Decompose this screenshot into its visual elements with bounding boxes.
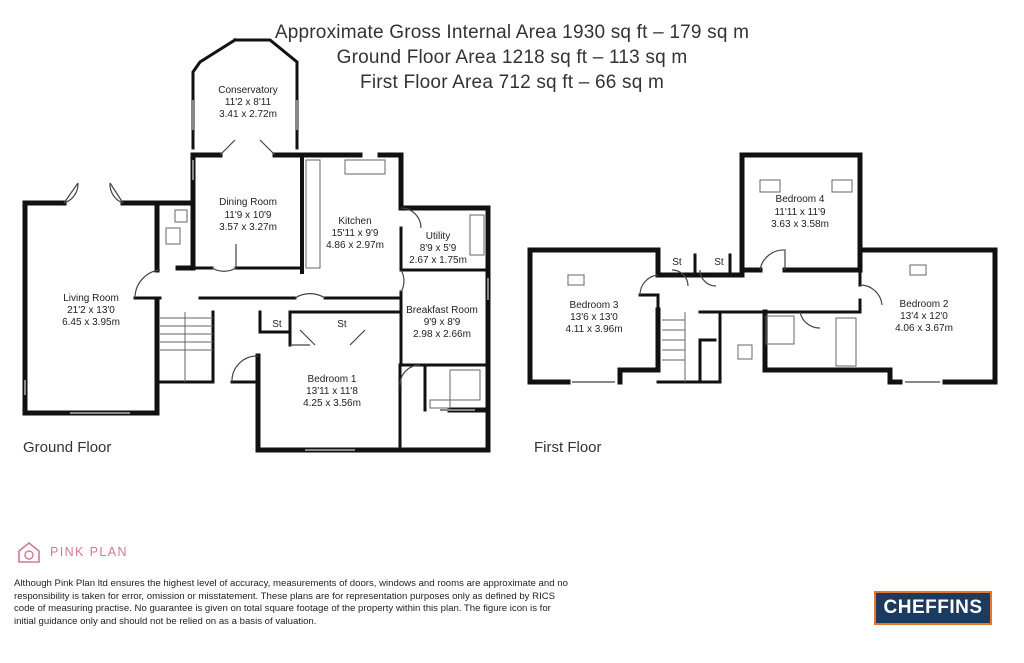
utility-metric: 2.67 x 1.75m <box>409 255 467 266</box>
conservatory-metric: 3.41 x 2.72m <box>219 109 277 120</box>
living-name: Living Room <box>63 293 119 304</box>
first-fixtures <box>568 180 926 382</box>
conservatory-name: Conservatory <box>218 85 278 96</box>
conservatory-imperial: 11'2 x 8'11 <box>224 97 272 108</box>
bedroom1-imperial: 13'11 x 11'8 <box>306 386 358 397</box>
ground-floor-label: Ground Floor <box>23 439 112 456</box>
store-label-1: St <box>272 319 282 330</box>
header-gross-area: Approximate Gross Internal Area 1930 sq ft – 179 sq m <box>274 22 750 43</box>
room-labels <box>62 85 953 409</box>
breakfast-metric: 2.98 x 2.66m <box>413 329 471 340</box>
utility-imperial: 8'9 x 5'9 <box>419 243 457 254</box>
header-ground-area: Ground Floor Area 1218 sq ft – 113 sq m <box>336 47 688 68</box>
bedroom4-name: Bedroom 4 <box>775 194 825 205</box>
living-metric: 6.45 x 3.95m <box>62 317 120 328</box>
dining-name: Dining Room <box>219 197 277 208</box>
kitchen-name: Kitchen <box>338 216 372 227</box>
agent-logo: CHEFFINS <box>874 591 992 625</box>
brand <box>16 540 128 564</box>
kitchen-metric: 4.86 x 2.97m <box>326 240 384 251</box>
dining-metric: 3.57 x 3.27m <box>219 222 277 233</box>
kitchen-imperial: 15'11 x 9'9 <box>331 228 379 239</box>
store-label-4: St <box>714 257 724 268</box>
store-label-3: St <box>672 257 682 268</box>
bedroom4-metric: 3.63 x 3.58m <box>771 219 829 230</box>
utility-name: Utility <box>425 231 451 242</box>
first-floor-walls <box>530 155 995 382</box>
bedroom4-imperial: 11'11 x 11'9 <box>774 207 826 218</box>
dining-imperial: 11'9 x 10'9 <box>224 210 272 221</box>
breakfast-name: Breakfast Room <box>406 305 478 316</box>
ground-fixtures <box>160 160 484 408</box>
bedroom3-name: Bedroom 3 <box>569 300 619 311</box>
brand-name: PINK PLAN <box>50 545 128 559</box>
disclaimer: Although Pink Plan ltd ensures the highest level of accuracy, measurements of doors, windows and rooms are approximate and no responsibility is taken for error, omission or misstatement. These plans are for representation purposes only as defined by RICS code of measuring practise. No guarantee is given on total square footage of the property within this plan. The figure icon is for initial guidance only and should not be relied on as a basis of valuation. <box>14 578 568 627</box>
bedroom1-metric: 4.25 x 3.56m <box>303 398 361 409</box>
bedroom3-imperial: 13'6 x 13'0 <box>570 312 618 323</box>
living-imperial: 21'2 x 13'0 <box>67 305 115 316</box>
first-floor-label: First Floor <box>534 439 602 456</box>
bedroom2-metric: 4.06 x 3.67m <box>895 323 953 334</box>
header-first-area: First Floor Area 712 sq ft – 66 sq m <box>360 72 664 93</box>
store-label-2: St <box>337 319 347 330</box>
ground-doors <box>64 140 421 385</box>
bedroom2-imperial: 13'4 x 12'0 <box>900 311 948 322</box>
bedroom2-name: Bedroom 2 <box>899 299 949 310</box>
bedroom1-name: Bedroom 1 <box>307 374 357 385</box>
bedroom3-metric: 4.11 x 3.96m <box>565 324 623 335</box>
house-logo-icon <box>16 540 42 564</box>
breakfast-imperial: 9'9 x 8'9 <box>423 317 461 328</box>
